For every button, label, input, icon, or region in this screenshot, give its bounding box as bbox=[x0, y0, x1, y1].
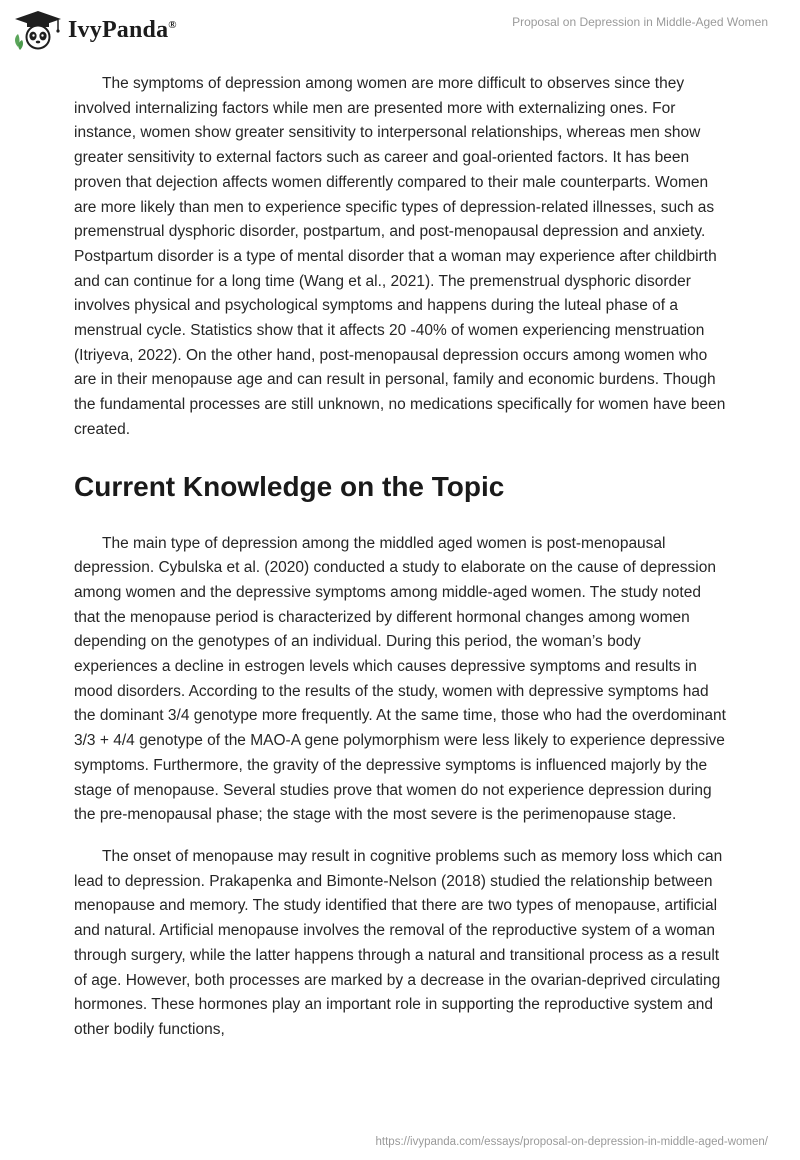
page-header bbox=[0, 0, 800, 56]
panda-graduate-icon bbox=[12, 10, 64, 50]
essay-body bbox=[74, 72, 726, 1060]
paragraph: The onset of menopause may result in cognitive problems such as memory loss which can lead to depression. Prakapenka and Bimonte-Nelson (2018) studied the relationship between menopause and memory. The study identified that there are two types of menopause, artificial and natural. Artificial menopause involves the removal of the reproductive system of a woman through surgery, while the latter happens through a natural and transitional process as a result of age. However, both processes are marked by a decrease in the ovarian-deprived circulating hormones. These hormones play an important role in supporting the reproductive system and other bodily functions, bbox=[74, 847, 723, 1038]
document-title: Proposal on Depression in Middle-Aged Women bbox=[512, 15, 768, 29]
paragraph: The symptoms of depression among women are more difficult to observes since they involved internalizing factors while men are presented more with externalizing ones. For instance, women show greater sensitivity to interpersonal relationships, whereas men show greater sensitivity to external factors such as career and goal-oriented factors. It has been proven that dejection affects women differently compared to their male counterparts. Women are more likely than men to experience specific types of depression-related illnesses, such as premenstrual dysphoric disorder, postpartum, and post-menopausal depression and anxiety. Postpartum disorder is a type of mental disorder that a woman may experience after childbirth and can continue for a long time (Wang et al., 2021). The premenstrual dysphoric disorder involves physical and psychological symptoms and happens during the luteal phase of a menstrual cycle. Statistics show that it affects 20 -40% of women experiencing menstruation (Itriyeva, 2022). On the other hand, post-menopausal depression occurs among women who are in their menopause age and can result in personal, family and economic burdens. Though the fundamental processes are still unknown, no medications specifically for women have been created. bbox=[74, 75, 726, 438]
ivypanda-logo[interactable] bbox=[12, 10, 177, 50]
registered-mark: ® bbox=[168, 18, 177, 31]
source-url: https://ivypanda.com/essays/proposal-on-depression-in-middle-aged-women/ bbox=[375, 1136, 768, 1148]
brand-name: IvyPanda® bbox=[68, 16, 177, 43]
paragraph: The main type of depression among the middled aged women is post-menopausal depression. Cybulska et al. (2020) conducted a study to elaborate on the cause of depression among women and the depressive symptoms among middle-aged women. The study noted that the menopause period is characterized by different hormonal changes among women depending on the genotypes of an individual. During this period, the woman’s body experiences a decline in estrogen levels which causes depressive symptoms and results in mood disorders. According to the results of the study, women with depressive symptoms had the dominant 3/4 genotype more frequently. At the same time, those who had the overdominant 3/3 + 4/4 genotype of the MAO-A gene polymorphism were less likely to experience depressive symptoms. Furthermore, the gravity of the depressive symptoms is influenced majorly by the stage of menopause. Several studies prove that women do not experience depression during the pre-menopausal phase; the stage with the most severe is the perimenopause stage. bbox=[74, 534, 726, 824]
section-heading: Current Knowledge on the Topic bbox=[74, 470, 505, 502]
